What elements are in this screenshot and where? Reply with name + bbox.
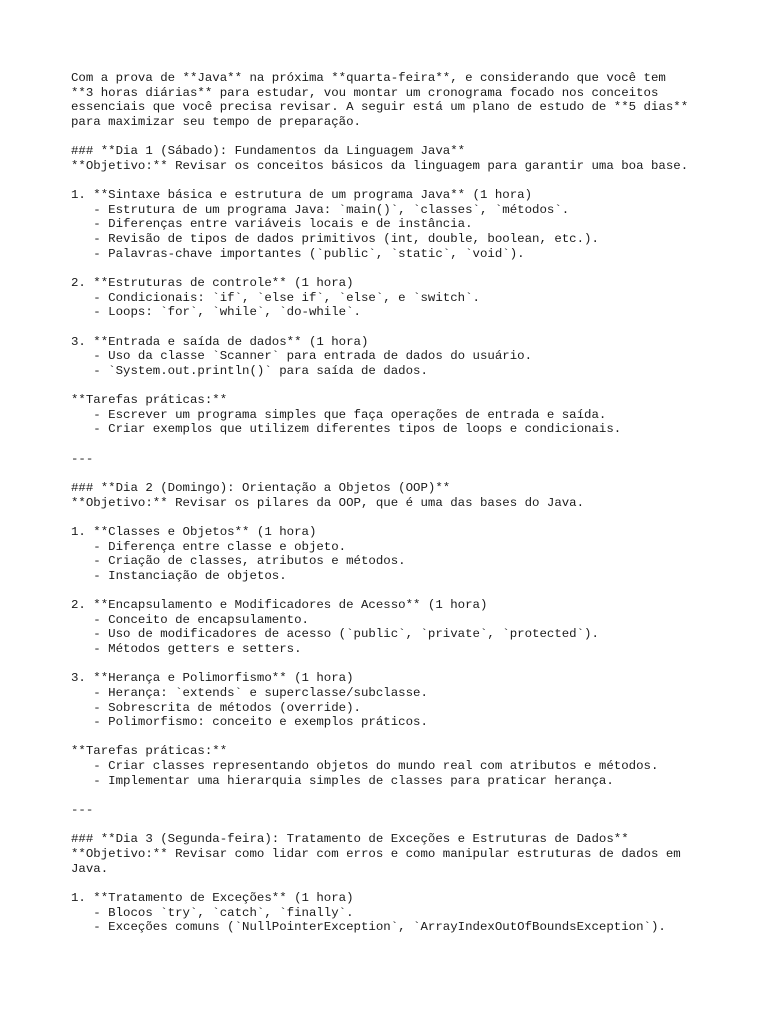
document-line — [71, 261, 731, 276]
document-line: **Objetivo:** Revisar os conceitos básicos da linguagem para garantir uma boa base. — [71, 158, 689, 173]
document-line: - Conceito de encapsulamento. — [71, 612, 309, 627]
document-line: essenciais que você precisa revisar. A seguir está um plano de estudo de **5 dias** — [71, 100, 689, 115]
document-line: --- — [71, 803, 94, 818]
document-line: - Diferença entre classe e objeto. — [71, 539, 347, 554]
document-line: - Instanciação de objetos. — [71, 568, 287, 583]
document-line: - `System.out.println()` para saída de dados. — [71, 363, 428, 378]
document-line: **3 horas diárias** para estudar, vou montar um cronograma focado nos conceitos — [71, 85, 659, 100]
document-line: 3. **Entrada e saída de dados** (1 hora) — [71, 334, 369, 349]
document-line: 2. **Estruturas de controle** (1 hora) — [71, 275, 354, 290]
document-line — [71, 510, 731, 525]
document-line — [71, 657, 731, 672]
document-body — [71, 71, 731, 935]
document-line: para maximizar seu tempo de preparação. — [71, 114, 361, 129]
document-line — [71, 130, 731, 145]
document-line: Com a prova de **Java** na próxima **quarta-feira**, e considerando que você tem — [71, 71, 666, 85]
document-line — [71, 320, 731, 335]
document-line: - Sobrescrita de métodos (override). — [71, 700, 361, 715]
document-line: 2. **Encapsulamento e Modificadores de Acesso** (1 hora) — [71, 598, 488, 613]
document-line: - Métodos getters e setters. — [71, 641, 302, 656]
document-line: - Revisão de tipos de dados primitivos (int, double, boolean, etc.). — [71, 232, 599, 247]
document-line: - Condicionais: `if`, `else if`, `else`, e `switch`. — [71, 290, 480, 305]
document-line: Java. — [71, 861, 109, 876]
document-line: **Objetivo:** Revisar os pilares da OOP, que é uma das bases do Java. — [71, 495, 585, 510]
document-line: - Diferenças entre variáveis locais e de instância. — [71, 217, 473, 232]
document-line: **Tarefas práticas:** — [71, 744, 228, 759]
document-line — [71, 876, 731, 891]
document-line: - Uso de modificadores de acesso (`public`, `private`, `protected`). — [71, 627, 599, 642]
document-line: **Objetivo:** Revisar como lidar com erros e como manipular estruturas de dados em — [71, 846, 681, 861]
document-line: ### **Dia 3 (Segunda-feira): Tratamento de Exceções e Estruturas de Dados** — [71, 832, 629, 847]
document-line: - Polimorfismo: conceito e exemplos práticos. — [71, 715, 428, 730]
document-line: - Criar exemplos que utilizem diferentes tipos de loops e condicionais. — [71, 422, 622, 437]
document-line: - Estrutura de um programa Java: `main()`, `classes`, `métodos`. — [71, 202, 570, 217]
document-line — [71, 437, 731, 452]
document-line: 1. **Classes e Objetos** (1 hora) — [71, 524, 317, 539]
document-line: 3. **Herança e Polimorfismo** (1 hora) — [71, 671, 354, 686]
document-line: --- — [71, 451, 94, 466]
document-line: - Blocos `try`, `catch`, `finally`. — [71, 905, 354, 920]
document-line: - Criar classes representando objetos do mundo real com atributos e métodos. — [71, 759, 659, 774]
document-line: 1. **Tratamento de Exceções** (1 hora) — [71, 890, 354, 905]
document-line: - Uso da classe `Scanner` para entrada de dados do usuário. — [71, 349, 533, 364]
document-line — [71, 173, 731, 188]
document-line: ### **Dia 1 (Sábado): Fundamentos da Linguagem Java** — [71, 144, 466, 159]
document-line: - Criação de classes, atributos e métodos. — [71, 554, 406, 569]
document-line: ### **Dia 2 (Domingo): Orientação a Objetos (OOP)** — [71, 480, 451, 495]
document-line: - Implementar uma hierarquia simples de classes para praticar herança. — [71, 773, 614, 788]
document-line: **Tarefas práticas:** — [71, 393, 228, 408]
document-line: - Palavras-chave importantes (`public`, `static`, `void`). — [71, 246, 525, 261]
document-line — [71, 378, 731, 393]
document-line — [71, 818, 731, 833]
document-line: - Herança: `extends` e superclasse/subclasse. — [71, 685, 428, 700]
document-line — [71, 788, 731, 803]
document-line — [71, 583, 731, 598]
document-line: - Loops: `for`, `while`, `do-while`. — [71, 305, 361, 320]
document-line — [71, 466, 731, 481]
document-line: 1. **Sintaxe básica e estrutura de um programa Java** (1 hora) — [71, 188, 533, 203]
document-line: - Escrever um programa simples que faça operações de entrada e saída. — [71, 407, 607, 422]
document-line: - Exceções comuns (`NullPointerException`, `ArrayIndexOutOfBoundsException`). — [71, 920, 666, 935]
document-line — [71, 730, 731, 745]
